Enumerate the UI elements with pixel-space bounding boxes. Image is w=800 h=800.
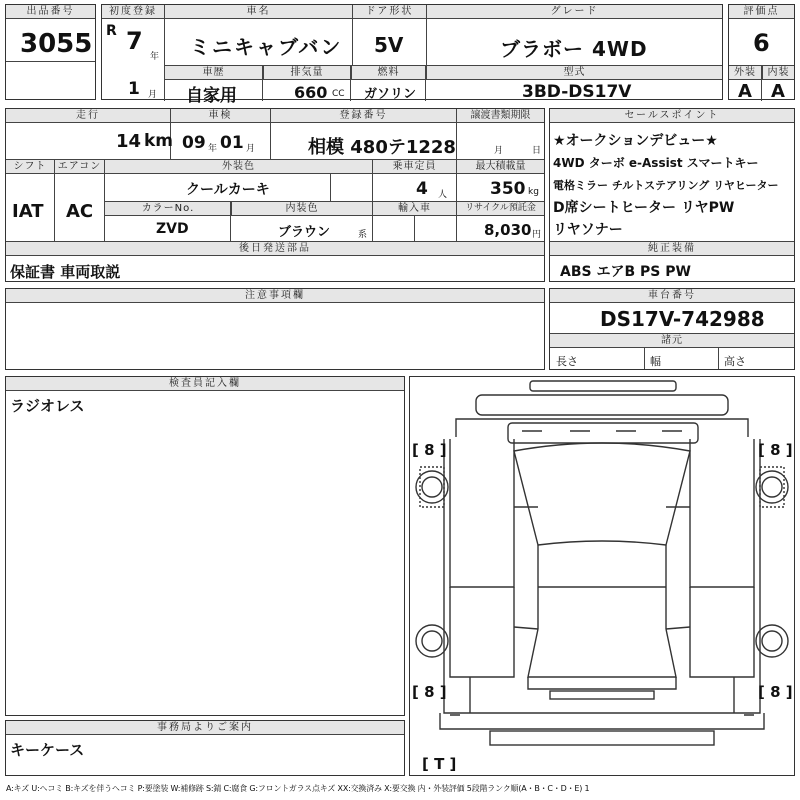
caution-box [5,288,545,370]
insp-year-unit: 年 [208,144,218,154]
interior-grade: A [771,81,785,102]
cc-unit: CC [332,89,345,99]
damage-legend: A:キズ U:ヘコミ B:キズを伴うヘコミ P:要塗装 W:補修跡 S:錆 C:腐食 G:フロントガラス点キズ XX:交換済み X:要交換 内・外装評価 5段階ランク順(A・B・C・D・E) 1 [6,784,590,793]
vehicle-header-box [101,4,723,106]
plate-label: 登録番号 [270,109,456,123]
grade-label: グレード [426,5,722,19]
sales-point-1: ★オークションデビュー★ [553,133,718,149]
office-note: キーケース [10,741,85,759]
model-code: 3BD-DS17V [522,82,632,102]
door-label: ドア形状 [352,5,426,19]
door-type: 5V [374,33,404,57]
details-box [5,108,545,282]
displacement: 660 [294,83,328,102]
transfer-month-unit: 月 [494,146,504,156]
lot-number: 3055 [20,29,93,59]
sales-point-label: セールスポイント [550,109,794,123]
insp-month-unit: 月 [246,144,256,154]
height-label: 高さ [724,355,746,368]
transfer-day-unit: 日 [532,146,542,156]
capacity-label: 乗車定員 [372,160,456,173]
km-unit: km [144,131,174,151]
inspector-box [5,376,405,716]
caution-label: 注意事項欄 [6,289,544,303]
grade: ブラボー 4WD [500,37,648,61]
lot-number-box [5,4,96,100]
inspector-label: 検査員記入欄 [6,377,404,391]
score-label: 評価点 [729,5,794,19]
mark-front-left: [ 8 ] [412,441,447,459]
person-unit: 人 [438,190,448,200]
int-color-label: 内装色 [231,202,372,215]
recycle-fee: 8,030 [484,221,532,239]
aircon-label: エアコン [54,160,104,173]
displacement-label: 排気量 [263,66,350,79]
specs-label: 諸元 [550,334,794,347]
first-reg-label: 初度登録 [102,5,164,19]
mark-rear-left: [ 8 ] [412,683,447,701]
sales-point-box [549,108,795,282]
interior-label: 内装 [762,66,794,79]
capacity: 4 [416,179,428,199]
vehicle-diagram [409,376,795,776]
exterior-color: クールカーキ [186,182,270,198]
plate-number: 相模 480テ1228 [308,137,456,158]
color-number: ZVD [156,221,189,237]
chassis-label: 車台番号 [550,289,794,303]
inspection-year: 09 [182,133,206,153]
yen-unit: 円 [532,230,542,240]
recycle-label: リサイクル預託金 [456,202,544,215]
genuine-equipment: ABS エアB PS PW [560,264,691,280]
exterior-label: 外装 [729,66,761,79]
fuel-label: 燃料 [351,66,425,79]
later-parts-label: 後日発送部品 [6,242,544,256]
car-name: ミニキャブバン [190,35,343,59]
era-mark: R [106,23,117,39]
width-label: 幅 [650,355,661,368]
ext-color-label: 外装色 [104,160,372,173]
model-label: 型式 [426,66,722,79]
mileage: 14 [116,131,142,152]
history-label: 車歴 [165,66,262,79]
max-load: 350 [490,179,526,199]
mark-rear-right: [ 8 ] [758,683,793,701]
mileage-label: 走行 [6,109,170,123]
kei-unit: 系 [358,230,368,240]
fuel: ガソリン [364,87,417,102]
overall-score: 6 [753,29,770,57]
year-unit: 年 [150,52,160,62]
chassis-box [549,288,795,370]
office-box [5,720,405,776]
shift: IAT [12,201,44,222]
inspection-month: 01 [220,133,244,153]
lot-number-label: 出品番号 [6,5,95,19]
later-parts: 保証書 車両取説 [10,263,121,281]
score-box [728,4,795,100]
aircon: AC [66,201,94,222]
sales-point-3: 電格ミラー チルトステアリング リヤヒーター [553,179,779,192]
month-unit: 月 [148,90,158,100]
chassis-number: DS17V-742988 [600,307,765,331]
exterior-grade: A [738,81,752,102]
car-name-label: 車名 [164,5,352,19]
transfer-label: 譲渡書類期限 [456,109,544,123]
mark-front-right: [ 8 ] [758,441,793,459]
car-outline-diagram [410,377,794,775]
sales-point-4: D席シートヒーター リヤPW [553,200,735,216]
kg-unit: kg [528,187,539,197]
interior-color: ブラウン [278,225,331,240]
max-load-label: 最大積載量 [456,160,544,173]
inspector-note: ラジオレス [10,397,85,415]
vehicle-history: 自家用 [186,86,237,106]
sales-point-5: リヤソナー [553,222,623,238]
reg-month: 1 [128,79,140,99]
inspection-label: 車検 [170,109,270,123]
sales-point-2: 4WD ターボ e-Assist スマートキー [553,156,759,170]
mark-rear: [ T ] [422,755,457,773]
reg-year: 7 [126,27,143,55]
color-no-label: カラーNo. [105,202,231,215]
genuine-label: 純正装備 [550,242,794,256]
shift-label: シフト [6,160,54,173]
length-label: 長さ [556,355,578,368]
office-label: 事務局よりご案内 [6,721,404,735]
import-label: 輸入車 [372,202,456,215]
